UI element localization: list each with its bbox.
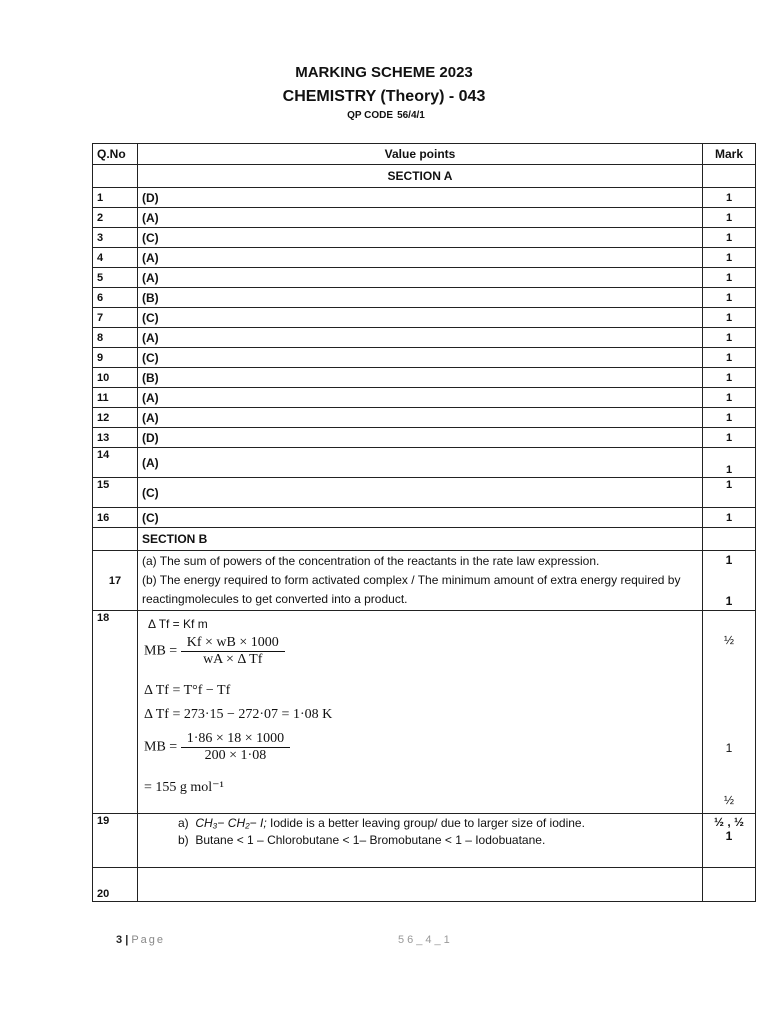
qno-cell: 15 bbox=[93, 478, 138, 508]
table-header-row bbox=[93, 144, 756, 165]
empty-cell bbox=[703, 528, 756, 551]
col-header-mark: Mark bbox=[703, 144, 756, 165]
qno-cell: 8 bbox=[93, 328, 138, 348]
qno-18: 18 bbox=[93, 611, 138, 814]
qno-cell: 11 bbox=[93, 388, 138, 408]
table-row bbox=[93, 348, 756, 368]
answer-19b-text: Butane < 1 – Chlorobutane < 1– Bromobutane < 1 – Iodobuatane. bbox=[195, 833, 546, 847]
table-row bbox=[93, 428, 756, 448]
table-row bbox=[93, 388, 756, 408]
qno-cell: 10 bbox=[93, 368, 138, 388]
mark-17a: 1 bbox=[725, 553, 733, 567]
empty-cell bbox=[138, 868, 703, 902]
fraction-2-num: 1·86 × 18 × 1000 bbox=[181, 731, 290, 748]
eq-tf-difference: Δ Tf = T°f − Tf bbox=[144, 683, 231, 698]
table-row bbox=[93, 308, 756, 328]
mark-cell: 1 bbox=[703, 228, 756, 248]
empty-cell bbox=[703, 868, 756, 902]
answer-19b bbox=[178, 832, 698, 849]
eq-tf-value: Δ Tf = 273·15 − 272·07 = 1·08 K bbox=[144, 707, 333, 722]
table-row bbox=[93, 228, 756, 248]
answer-17 bbox=[138, 551, 703, 611]
qno-cell: 1 bbox=[93, 188, 138, 208]
fraction-2-den: 200 × 1·08 bbox=[204, 748, 267, 763]
fraction-1 bbox=[181, 635, 285, 668]
qno-cell: 3 bbox=[93, 228, 138, 248]
answer-cell: (B) bbox=[138, 368, 703, 388]
mark-18-3: ½ bbox=[723, 793, 734, 807]
mark-17 bbox=[703, 551, 756, 611]
mark-17b: 1 bbox=[725, 594, 733, 608]
mark-18-1: ½ bbox=[723, 633, 734, 647]
answer-17b: (b) The energy required to form activated complex / The minimum amount of extra energy required by reactingmolecules to get converted into a product. bbox=[142, 573, 681, 606]
answer-cell: (B) bbox=[138, 288, 703, 308]
col-header-qno: Q.No bbox=[93, 144, 138, 165]
fraction-1-num: Kf × wB × 1000 bbox=[181, 635, 285, 652]
mark-cell: 1 bbox=[703, 428, 756, 448]
answer-cell: (A) bbox=[138, 388, 703, 408]
fraction-2 bbox=[181, 731, 290, 764]
mb-symbol-2: MB bbox=[144, 739, 166, 755]
footer-code: 56_4_1 bbox=[398, 934, 453, 946]
section-b-row bbox=[93, 528, 756, 551]
qno-cell: 2 bbox=[93, 208, 138, 228]
table-row-q17 bbox=[93, 551, 756, 611]
doc-title: MARKING SCHEME 2023 bbox=[295, 64, 473, 81]
table-row-q18 bbox=[93, 611, 756, 814]
answer-cell: (A) bbox=[138, 408, 703, 428]
answer-19 bbox=[138, 814, 703, 868]
mcq-rows bbox=[93, 188, 756, 528]
marking-scheme-table bbox=[92, 143, 756, 902]
qno-cell: 6 bbox=[93, 288, 138, 308]
answer-19a-formula: CH₃− CH₂− I; bbox=[195, 816, 267, 830]
mark-cell: 1 bbox=[703, 248, 756, 268]
mark-cell: 1 bbox=[703, 368, 756, 388]
fraction-1-den: wA × Δ Tf bbox=[203, 652, 263, 667]
eq-mb-numeric: MB = $\frac{1\cdot 86 \times 18 \times 1000}{200 \times 1\cdot 08}$ bbox=[144, 731, 290, 764]
col-header-value: Value points bbox=[138, 144, 703, 165]
footer-page bbox=[116, 934, 165, 946]
doc-subject: CHEMISTRY (Theory) - 043 bbox=[282, 88, 486, 105]
eq-result: = 155 g mol⁻¹ bbox=[144, 780, 224, 795]
answer-cell: (C) bbox=[138, 228, 703, 248]
empty-cell bbox=[93, 528, 138, 551]
qp-code bbox=[0, 110, 768, 121]
mark-cell: 1 bbox=[703, 448, 756, 478]
empty-cell bbox=[703, 165, 756, 188]
table-row bbox=[93, 368, 756, 388]
mark-cell: 1 bbox=[703, 208, 756, 228]
answer-19a bbox=[178, 815, 698, 832]
answer-cell: (A) bbox=[138, 248, 703, 268]
qno-cell: 13 bbox=[93, 428, 138, 448]
qno-cell: 7 bbox=[93, 308, 138, 328]
table-row bbox=[93, 508, 756, 528]
answer-cell: (A) bbox=[138, 328, 703, 348]
answer-19b-label: b) bbox=[178, 833, 189, 847]
answer-cell: (A) bbox=[138, 448, 703, 478]
mark-cell: 1 bbox=[703, 268, 756, 288]
answer-19a-label: a) bbox=[178, 816, 189, 830]
answer-18 bbox=[138, 611, 703, 814]
table-row bbox=[93, 208, 756, 228]
table-row bbox=[93, 328, 756, 348]
mark-18 bbox=[703, 611, 756, 814]
table-row bbox=[93, 288, 756, 308]
qno-cell: 9 bbox=[93, 348, 138, 368]
qno-20: 20 bbox=[93, 868, 138, 902]
qp-code-value: 56/4/1 bbox=[397, 110, 425, 121]
section-a-row bbox=[93, 165, 756, 188]
mark-cell: 1 bbox=[703, 348, 756, 368]
answer-19a-text: Iodide is a better leaving group/ due to larger size of iodine. bbox=[270, 816, 585, 830]
answer-cell: (C) bbox=[138, 478, 703, 508]
table-row bbox=[93, 478, 756, 508]
eq-mb-formula: MB = $\frac{Kf \times wB \times 1000}{\text{wA × Δ Tf}}$ bbox=[144, 635, 285, 668]
answer-cell: (C) bbox=[138, 308, 703, 328]
mark-cell: 1 bbox=[703, 508, 756, 528]
answer-cell: (C) bbox=[138, 348, 703, 368]
footer-page-num: 3 bbox=[116, 934, 123, 946]
mark-cell: 1 bbox=[703, 188, 756, 208]
answer-cell: (C) bbox=[138, 508, 703, 528]
mark-cell: 1 bbox=[703, 478, 756, 508]
table-row bbox=[93, 268, 756, 288]
section-a-label: SECTION A bbox=[138, 165, 703, 188]
answer-cell: (D) bbox=[138, 188, 703, 208]
qno-cell: 5 bbox=[93, 268, 138, 288]
section-b-label: SECTION B bbox=[138, 528, 703, 551]
mb-symbol: MB bbox=[144, 643, 166, 659]
table-row bbox=[93, 448, 756, 478]
qno-cell: 16 bbox=[93, 508, 138, 528]
mark-19b: 1 bbox=[725, 829, 733, 843]
eq-delta-tf: Δ Tf = Kf m bbox=[148, 617, 208, 631]
footer-page-word: Page bbox=[131, 934, 166, 946]
mark-19 bbox=[703, 814, 756, 868]
qno-cell: 4 bbox=[93, 248, 138, 268]
qno-cell: 14 bbox=[93, 448, 138, 478]
mark-18-2: 1 bbox=[725, 741, 733, 755]
mark-cell: 1 bbox=[703, 288, 756, 308]
qno-cell: 12 bbox=[93, 408, 138, 428]
table-row bbox=[93, 408, 756, 428]
table-row bbox=[93, 188, 756, 208]
mark-cell: 1 bbox=[703, 328, 756, 348]
table-row-q20 bbox=[93, 868, 756, 902]
qp-code-label: QP CODE bbox=[347, 110, 394, 121]
mark-19a: ½ , ½ bbox=[713, 815, 745, 829]
mark-cell: 1 bbox=[703, 408, 756, 428]
answer-17a: (a) The sum of powers of the concentration of the reactants in the rate law expression. bbox=[142, 554, 600, 568]
table-row-q19 bbox=[93, 814, 756, 868]
mark-cell: 1 bbox=[703, 388, 756, 408]
qno-19: 19 bbox=[93, 814, 138, 868]
answer-cell: (D) bbox=[138, 428, 703, 448]
empty-cell bbox=[93, 165, 138, 188]
answer-cell: (A) bbox=[138, 268, 703, 288]
footer-page-sep: | bbox=[125, 934, 129, 946]
qno-17: 17 bbox=[93, 551, 138, 611]
answer-cell: (A) bbox=[138, 208, 703, 228]
table-row bbox=[93, 248, 756, 268]
mark-cell: 1 bbox=[703, 308, 756, 328]
